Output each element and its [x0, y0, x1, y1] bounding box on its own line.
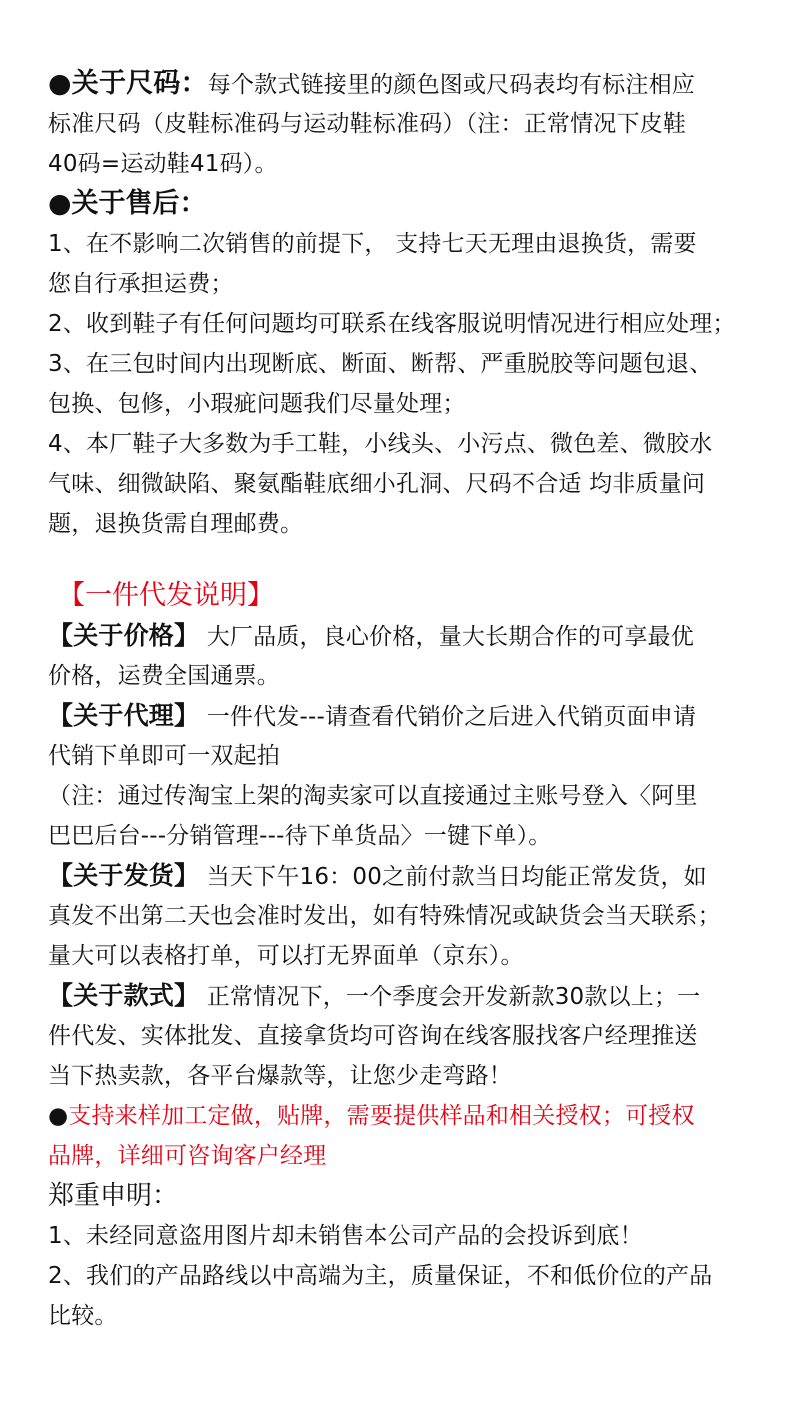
- dropship-title: 【一件代发说明】: [58, 580, 274, 611]
- style-first-line: [48, 976, 748, 1016]
- aftersale-line: 题，退换货需自理邮费。: [48, 511, 304, 537]
- agent-first-line: [48, 696, 748, 736]
- aftersale-line: 2、收到鞋子有任何问题均可联系在线客服说明情况进行相应处理；: [48, 311, 736, 337]
- custom-first-line: [48, 1096, 748, 1136]
- section-spacer: [48, 544, 748, 576]
- size-text-line: 标准尺码（皮鞋标准码与运动鞋标准码）（注：正常情况下皮鞋: [48, 111, 687, 137]
- custom-line: 品牌，详细可咨询客户经理: [48, 1143, 327, 1169]
- custom-text: 支持来样加工定做，贴牌，需要提供样品和相关授权；可授权: [68, 1103, 695, 1129]
- price-label: 【关于价格】: [48, 621, 200, 650]
- statement-heading: 郑重申明：: [48, 1181, 179, 1211]
- shipping-line: 真发不出第二天也会准时发出，如有特殊情况或缺货会当天联系；: [48, 903, 721, 929]
- aftersale-line: 包换、包修，小瑕疵问题我们尽量处理；: [48, 391, 466, 417]
- bullet-icon: ●: [48, 1103, 69, 1129]
- aftersale-line: 您自行承担运费；: [48, 271, 234, 297]
- aftersale-section: [48, 184, 748, 544]
- shipping-text: 当天下午16：00之前付款当日均能正常发货，如: [199, 864, 707, 890]
- aftersale-line: 3、在三包时间内出现断底、断面、断帮、严重脱胶等问题包退、: [48, 351, 713, 377]
- aftersale-line: 气味、细微缺陷、聚氨酯鞋底细小孔洞、尺码不合适 均非质量问: [48, 471, 706, 497]
- price-line: 价格，运费全国通票。: [48, 663, 280, 689]
- aftersale-heading: ●关于售后：: [48, 188, 207, 219]
- style-label: 【关于款式】: [48, 981, 200, 1010]
- agent-text: 一件代发---请查看代销价之后进入代销页面申请: [199, 704, 697, 730]
- size-first-line: [48, 64, 748, 104]
- agent-line: 代销下单即可一双起拍: [48, 743, 280, 769]
- agent-label: 【关于代理】: [48, 701, 200, 730]
- shipping-first-line: [48, 856, 748, 896]
- statement-line: 2、我们的产品路线以中高端为主，质量保证，不和低价位的产品: [48, 1263, 713, 1289]
- statement-section: [48, 1176, 748, 1336]
- dropship-section: [48, 576, 748, 1176]
- style-text: 正常情况下，一个季度会开发新款30款以上；一: [199, 984, 701, 1010]
- agent-line: 巴巴后台---分销管理---待下单货品〉一键下单）。: [48, 823, 552, 849]
- aftersale-heading-line: [48, 184, 748, 224]
- style-line: 当下热卖款，各平台爆款等，让您少走弯路！: [48, 1063, 512, 1089]
- agent-line: （注：通过传淘宝上架的淘卖家可以直接通过主账号登入〈阿里: [48, 783, 698, 809]
- shipping-label: 【关于发货】: [48, 861, 200, 890]
- aftersale-line: 1、在不影响二次销售的前提下， 支持七天无理由退换货，需要: [48, 231, 697, 257]
- statement-line: 比较。: [48, 1303, 118, 1329]
- aftersale-line: 4、本厂鞋子大多数为手工鞋，小线头、小污点、微色差、微胶水: [48, 431, 713, 457]
- price-text: 大厂品质，良心价格，量大长期合作的可享最优: [199, 624, 694, 650]
- size-text-line: 每个款式链接里的颜色图或尺码表均有标注相应: [207, 72, 695, 98]
- size-text-line: 40码=运动鞋41码）。: [48, 151, 278, 177]
- style-line: 件代发、实体批发、直接拿货均可咨询在线客服找客户经理推送: [48, 1023, 698, 1049]
- shipping-line: 量大可以表格打单，可以打无界面单（京东）。: [48, 943, 524, 969]
- statement-heading-line: [48, 1176, 748, 1216]
- shoe-policy-document: [48, 64, 748, 1336]
- size-section: [48, 64, 748, 184]
- statement-line: 1、未经同意盗用图片却未销售本公司产品的会投诉到底！: [48, 1223, 643, 1249]
- size-heading: ●关于尺码：: [48, 68, 208, 99]
- price-first-line: [48, 616, 748, 656]
